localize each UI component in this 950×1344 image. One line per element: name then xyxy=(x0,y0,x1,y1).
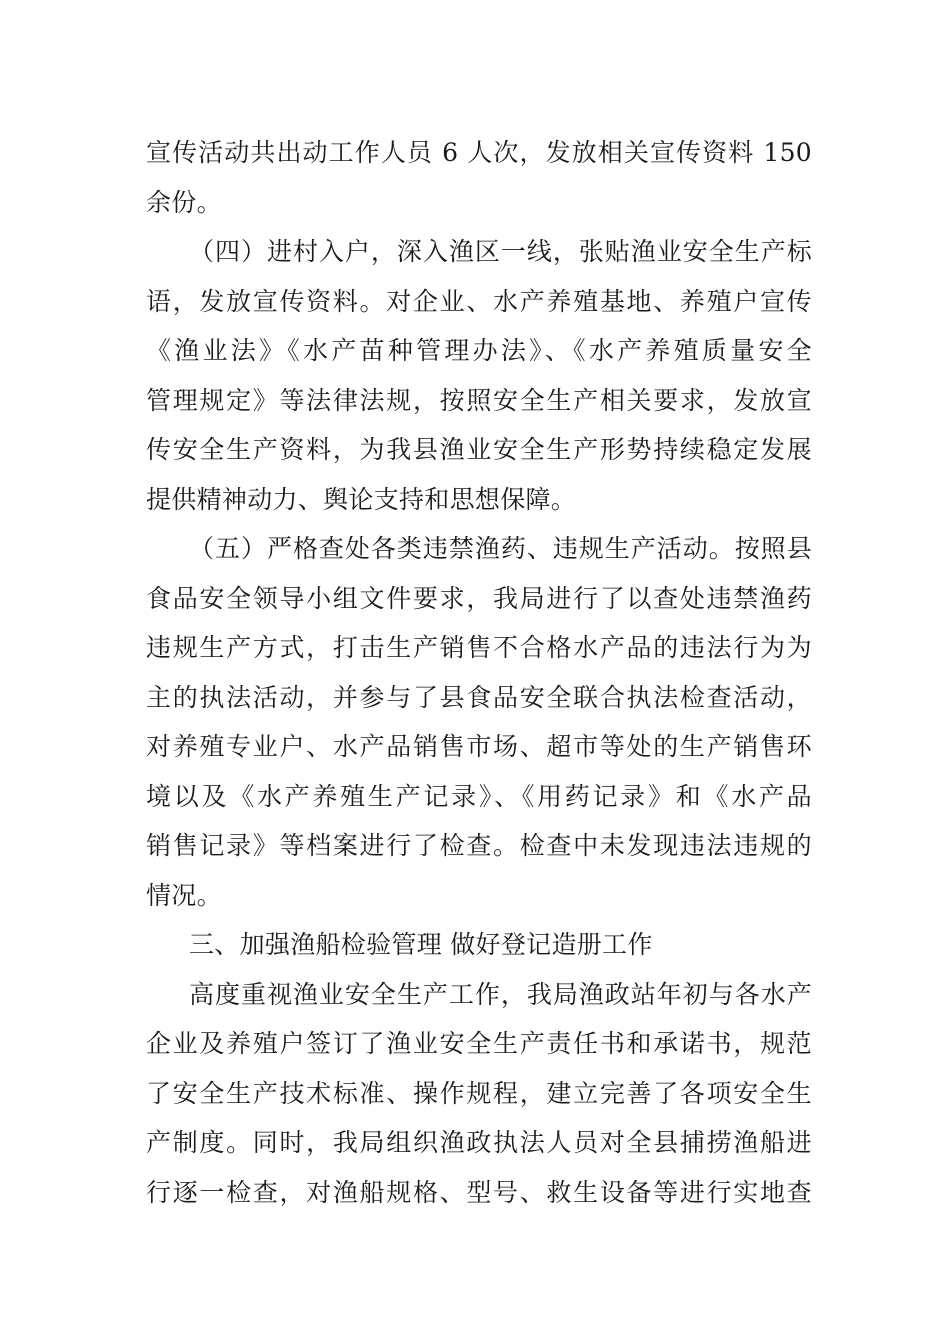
section-heading: 三、加强渔船检验管理 做好登记造册工作 xyxy=(189,930,653,959)
text-line: 销售记录》等档案进行了检查。检查中未发现违法违规的 xyxy=(146,831,812,860)
paragraph-start-line: 高度重视渔业安全生产工作，我局渔政站年初与各水产 xyxy=(189,979,812,1009)
text-line: 对养殖专业户、水产品销售市场、超市等处的生产销售环 xyxy=(146,732,812,761)
text-line: 提供精神动力、舆论支持和思想保障。 xyxy=(146,484,577,514)
text-line: 宣传活动共出动工作人员 6 人次，发放相关宣传资料 150 xyxy=(146,138,812,167)
text-line: 境以及《水产养殖生产记录》、《用药记录》和《水产品 xyxy=(146,781,812,811)
text-line: 了安全生产技术标准、操作规程，建立完善了各项安全生 xyxy=(146,1078,812,1108)
text-line: 企业及养殖户签订了渔业安全生产责任书和承诺书，规范 xyxy=(146,1029,812,1058)
text-line: 语，发放宣传资料。对企业、水产养殖基地、养殖户宣传 xyxy=(146,286,812,316)
text-line: 情况。 xyxy=(146,880,222,910)
text-line: 食品安全领导小组文件要求，我局进行了以查处违禁渔药 xyxy=(146,583,812,613)
paragraph-start-line: （五）严格查处各类违禁渔药、违规生产活动。按照县 xyxy=(189,534,812,563)
text-line: 管理规定》等法律法规，按照安全生产相关要求，发放宣 xyxy=(146,385,812,415)
paragraph-start-line: （四）进村入户，深入渔区一线，张贴渔业安全生产标 xyxy=(189,237,812,266)
text-line: 《渔业法》《水产苗种管理办法》、《水产养殖质量安全 xyxy=(146,336,812,365)
text-line: 违规生产方式，打击生产销售不合格水产品的违法行为为 xyxy=(146,633,812,662)
text-line: 余份。 xyxy=(146,187,222,217)
text-line: 主的执法活动，并参与了县食品安全联合执法检查活动， xyxy=(146,682,812,712)
text-line: 产制度。同时，我局组织渔政执法人员对全县捕捞渔船进 xyxy=(146,1128,812,1157)
text-line: 传安全生产资料，为我县渔业安全生产形势持续稳定发展 xyxy=(146,435,812,464)
text-line: 行逐一检查，对渔船规格、型号、救生设备等进行实地查 xyxy=(146,1177,812,1207)
